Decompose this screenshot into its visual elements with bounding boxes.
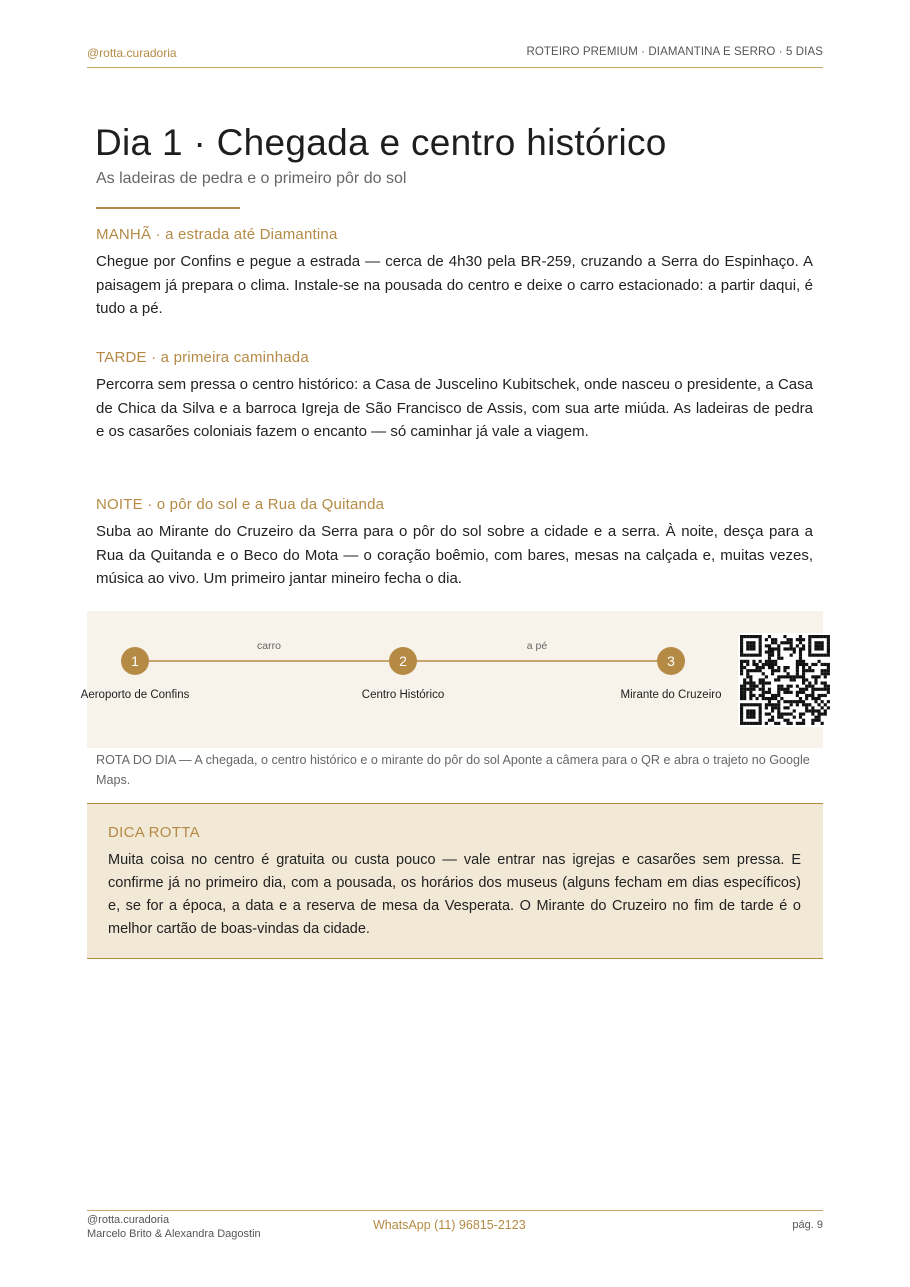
footer-brand: @rotta.curadoria <box>87 1214 170 1226</box>
day-title: Dia 1 · Chegada e centro histórico <box>95 122 667 163</box>
stop-number-1: 1 <box>131 653 139 669</box>
section-heading-night: NOITE · o pôr do sol e a Rua da Quitanda <box>96 496 385 513</box>
day-subtitle: As ladeiras de pedra e o primeiro pôr do sol <box>96 170 407 187</box>
page-number: pág. 9 <box>792 1219 823 1231</box>
tip-box <box>87 803 823 959</box>
route-diagram <box>80 611 823 748</box>
page-footer <box>87 1210 823 1240</box>
route-caption: ROTA DO DIA — A chegada, o centro histórico e o mirante do pôr do sol Aponte a câmera para o QR e abra o trajeto no Google Maps. <box>96 753 810 787</box>
stop-name-1: Aeroporto de Confins <box>80 689 190 701</box>
section-text-night: Suba ao Mirante do Cruzeiro da Serra para o pôr do sol sobre a cidade e a serra. À noite, desça para a Rua da Quitanda e o Beco do Mota — o coração boêmio, com bares, mesas na calçada e, muitas vezes, música ao vivo. Um primeiro jantar mineiro fecha o dia. <box>96 523 813 587</box>
section-text-afternoon: Percorra sem pressa o centro histórico: a Casa de Juscelino Kubitschek, onde nasceu o presidente, a Casa de Chica da Silva e a barroca Igreja de São Francisco de Assis, com sua arte miúda. As ladeiras de pedra e os casarões coloniais fazem o encanto — só caminhar já vale a viagem. <box>96 376 813 440</box>
qr-code[interactable] <box>738 633 832 727</box>
section-text-morning: Chegue por Confins e pegue a estrada — cerca de 4h30 pela BR-259, cruzando a Serra do Espinhaço. A paisagem já prepara o clima. Instale-se na pousada do centro e deixe o carro estacionado: a partir daqui, é tudo a pé. <box>96 253 813 317</box>
header-document-title: ROTEIRO PREMIUM · DIAMANTINA E SERRO · 5 DIAS <box>526 46 823 58</box>
stop-number-2: 2 <box>399 653 407 669</box>
footer-whatsapp-link[interactable]: WhatsApp (11) 96815-2123 <box>373 1218 526 1232</box>
tip-heading: DICA ROTTA <box>108 824 200 841</box>
page-header <box>87 46 823 68</box>
footer-authors: Marcelo Brito & Alexandra Dagostin <box>87 1228 261 1240</box>
section-heading-morning: MANHÃ · a estrada até Diamantina <box>96 226 338 243</box>
route-svg <box>80 611 823 748</box>
leg-label-car: carro <box>257 640 281 652</box>
stop-name-2: Centro Histórico <box>361 689 445 701</box>
stop-name-3: Mirante do Cruzeiro <box>620 689 722 701</box>
section-heading-afternoon: TARDE · a primeira caminhada <box>96 349 309 366</box>
header-brand: @rotta.curadoria <box>87 46 177 60</box>
leg-label-walk: a pé <box>526 640 548 652</box>
title-divider <box>96 207 240 209</box>
tip-text: Muita coisa no centro é gratuita ou custa pouco — vale entrar nas igrejas e casarões sem pressa. E confirme já no primeiro dia, com a pousada, os horários dos museus (alguns fecham em dias específicos) e, se for a época, a data e a reserva de mesa da Vesperata. O Mirante do Cruzeiro no fim de tarde é o melhor cartão de boas-vindas da cidade. <box>108 852 801 937</box>
stop-number-3: 3 <box>667 653 675 669</box>
